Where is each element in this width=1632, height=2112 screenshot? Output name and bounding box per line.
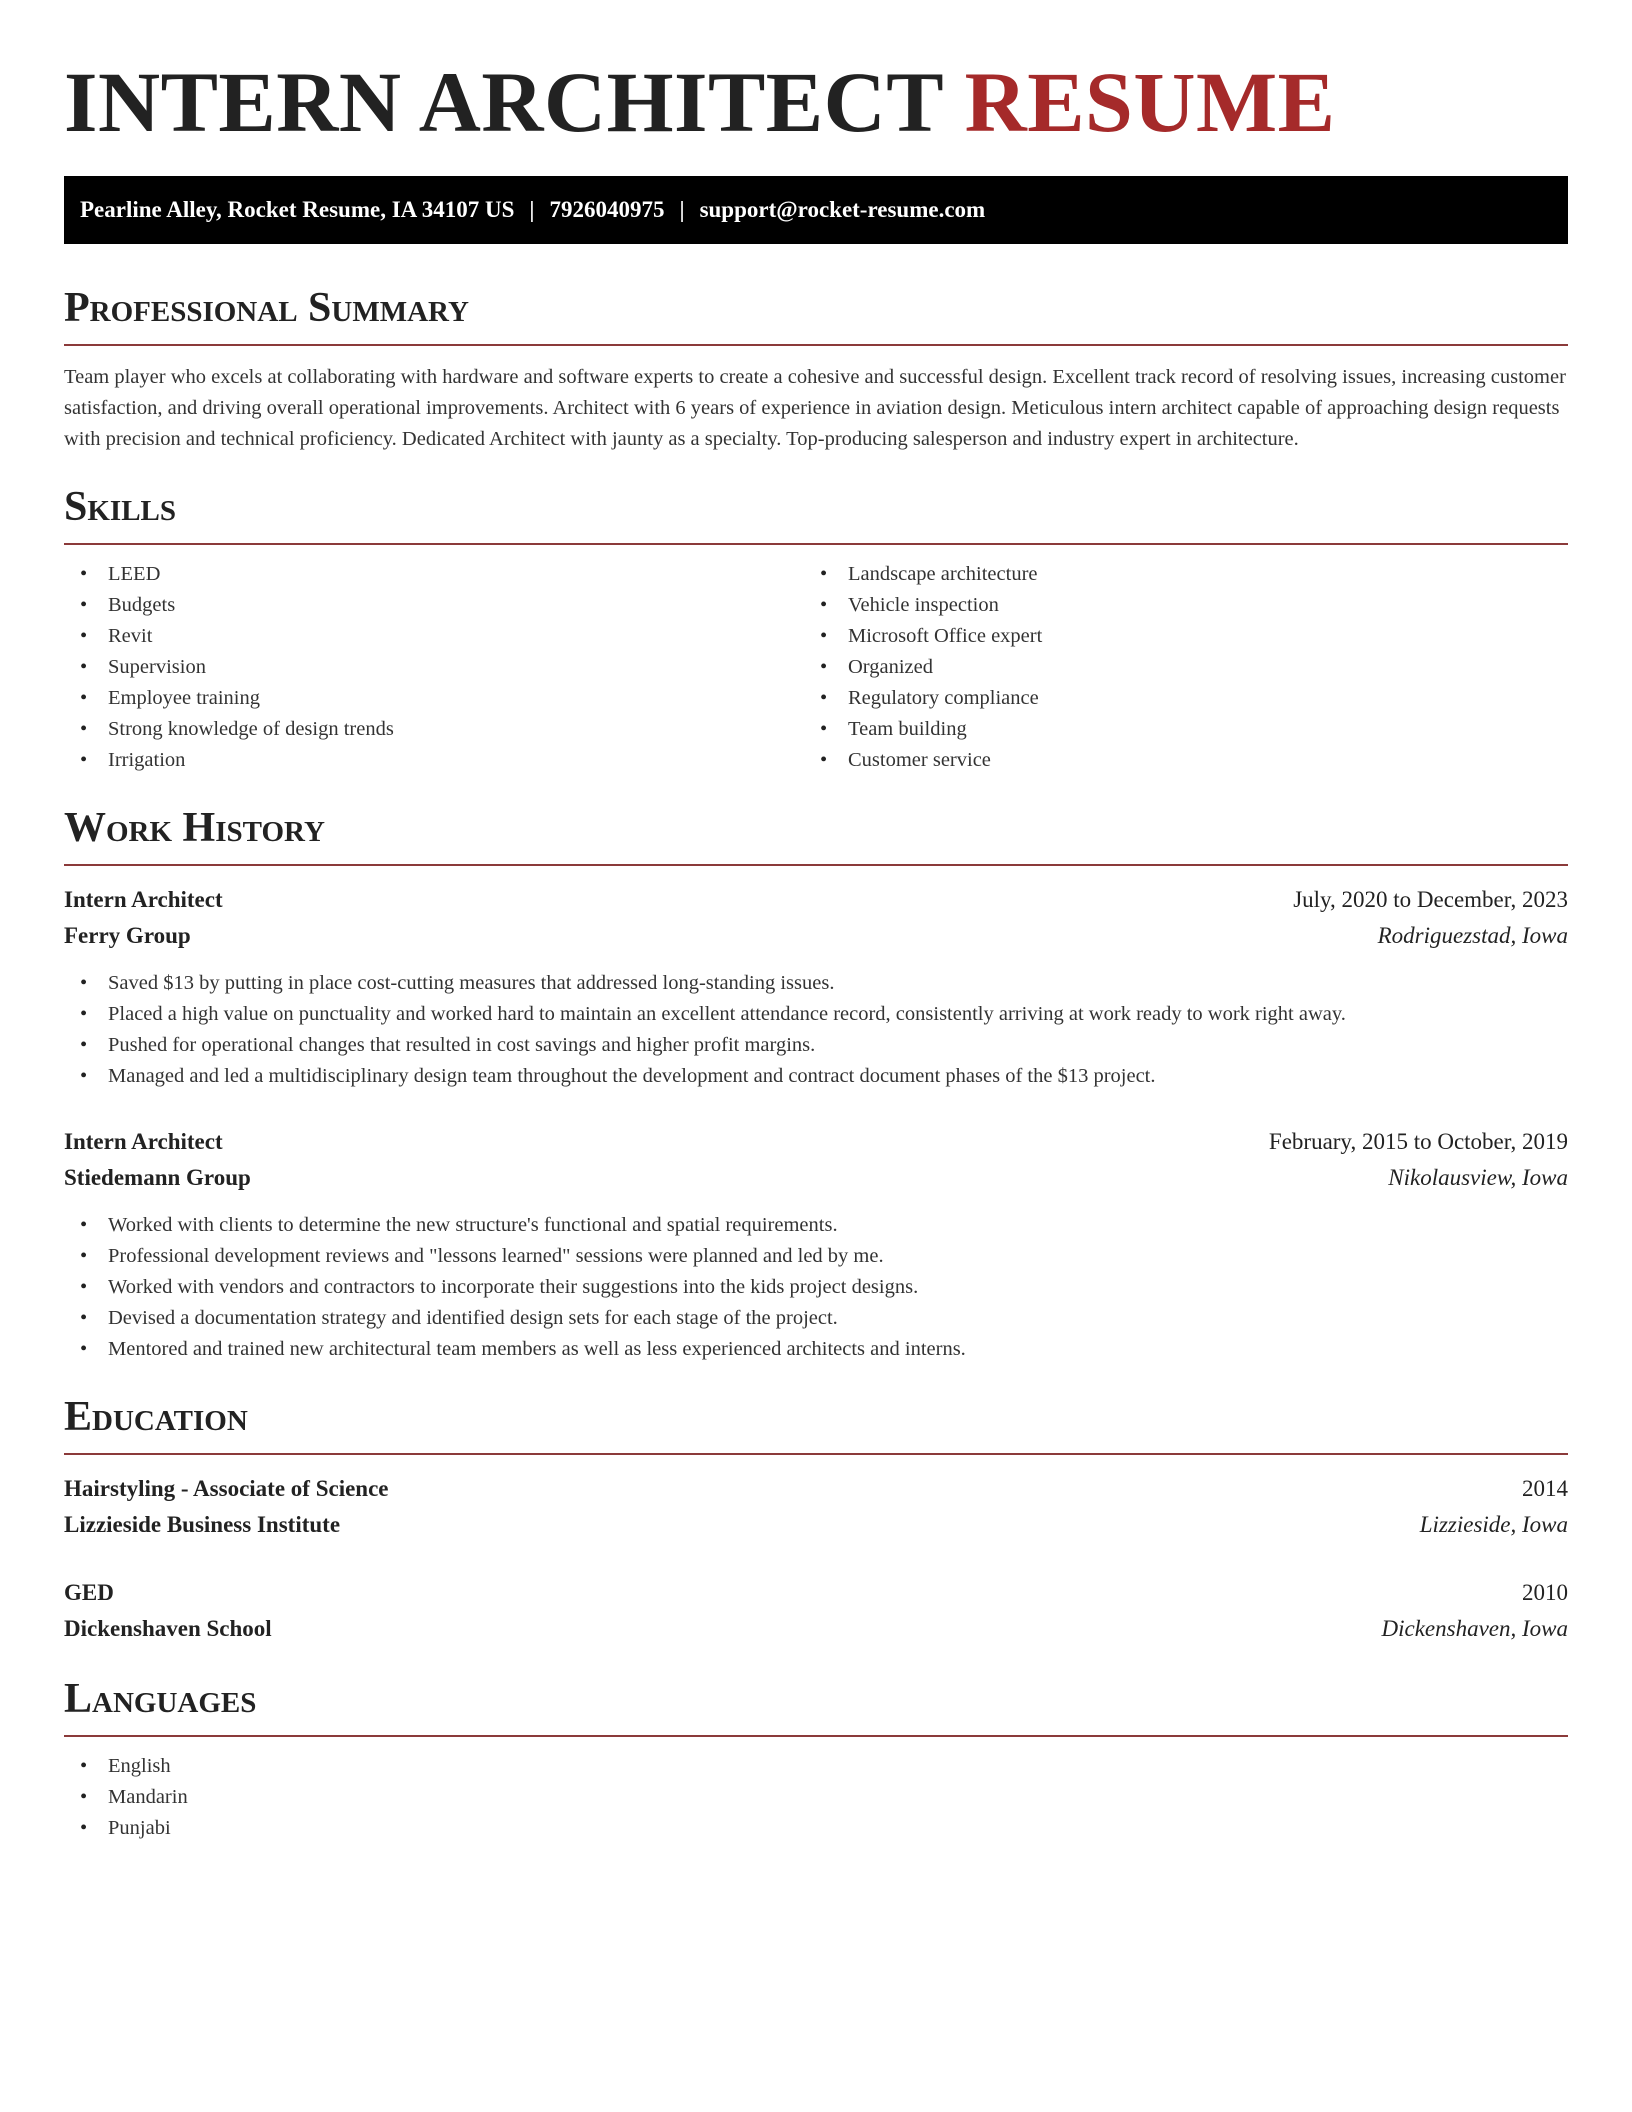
title-accent: RESUME <box>964 54 1336 150</box>
job-dates: July, 2020 to December, 2023 <box>1293 887 1568 912</box>
job-title: Intern Architect <box>64 887 223 912</box>
education-school: Lizzieside Business Institute <box>64 1512 341 1537</box>
job-entry <box>64 1124 1568 1365</box>
skill-item: • Customer service <box>804 745 1544 776</box>
skills-section <box>64 481 1568 776</box>
skill-item: • Landscape architecture <box>804 559 1544 590</box>
summary-heading: Professional Summary <box>64 285 469 331</box>
education-location: Lizzieside, Iowa <box>1419 1512 1568 1537</box>
section-divider <box>64 543 1568 545</box>
job-bullet: • Pushed for operational changes that resulted in cost savings and higher profit margins. <box>64 1030 1568 1061</box>
job-header-row <box>64 882 1568 918</box>
resume-page <box>64 0 1568 1844</box>
education-section <box>64 1391 1568 1647</box>
skill-item: • Regulatory compliance <box>804 683 1544 714</box>
resume-title <box>64 0 1568 168</box>
skills-list-right <box>804 559 1544 776</box>
job-bullet: • Professional development reviews and "lessons learned" sessions were planned and led by me. <box>64 1241 1568 1272</box>
job-bullet: • Managed and led a multidisciplinary design team throughout the development and contract document phases of the $13 project. <box>64 1061 1568 1092</box>
work-history-section <box>64 802 1568 1365</box>
contact-bar <box>64 176 1568 244</box>
skills-list-left <box>64 559 804 776</box>
job-dates: February, 2015 to October, 2019 <box>1268 1129 1568 1154</box>
skill-item: • Vehicle inspection <box>804 590 1544 621</box>
education-heading: Education <box>64 1394 248 1440</box>
education-school-row <box>64 1611 1568 1647</box>
education-entry <box>64 1575 1568 1647</box>
job-company: Stiedemann Group <box>64 1165 251 1190</box>
education-school: Dickenshaven School <box>64 1616 272 1641</box>
skill-item: • LEED <box>64 559 804 590</box>
skill-item: • Irrigation <box>64 745 804 776</box>
job-bullet: • Worked with clients to determine the new structure's functional and spatial requirements. <box>64 1210 1568 1241</box>
contact-separator: | <box>529 197 535 222</box>
job-bullet: • Saved $13 by putting in place cost-cutting measures that addressed long-standing issues. <box>64 968 1568 999</box>
languages-section <box>64 1673 1568 1844</box>
skill-item: • Supervision <box>64 652 804 683</box>
job-header-row <box>64 1124 1568 1160</box>
section-divider <box>64 1735 1568 1737</box>
job-bullet: • Mentored and trained new architectural team members as well as less experienced architects and interns. <box>64 1334 1568 1365</box>
skills-grid <box>64 559 1568 776</box>
education-degree-row <box>64 1471 1568 1507</box>
job-company: Ferry Group <box>64 923 191 948</box>
education-location: Dickenshaven, Iowa <box>1381 1616 1568 1641</box>
summary-section <box>64 282 1568 455</box>
skills-heading: Skills <box>64 484 177 530</box>
job-location: Rodriguezstad, Iowa <box>1377 923 1568 948</box>
language-item: • Mandarin <box>64 1782 1568 1813</box>
job-company-row <box>64 1160 1568 1196</box>
section-divider <box>64 864 1568 866</box>
education-degree-row <box>64 1575 1568 1611</box>
job-entry <box>64 882 1568 1092</box>
education-year: 2014 <box>1522 1476 1568 1501</box>
contact-address: Pearline Alley, Rocket Resume, IA 34107 US <box>80 197 515 222</box>
contact-separator: | <box>679 197 685 222</box>
language-item: • English <box>64 1751 1568 1782</box>
job-bullets <box>64 968 1568 1092</box>
title-main: INTERN ARCHITECT <box>64 54 943 150</box>
contact-email: support@rocket-resume.com <box>699 197 986 222</box>
language-item: • Punjabi <box>64 1813 1568 1844</box>
skill-item: • Microsoft Office expert <box>804 621 1544 652</box>
job-company-row <box>64 918 1568 954</box>
job-bullet: • Placed a high value on punctuality and worked hard to maintain an excellent attendance record, consistently arriving at work ready to work right away. <box>64 999 1568 1030</box>
section-divider <box>64 1453 1568 1455</box>
job-bullet: • Devised a documentation strategy and identified design sets for each stage of the project. <box>64 1303 1568 1334</box>
education-entry <box>64 1471 1568 1543</box>
education-degree: Hairstyling - Associate of Science <box>64 1476 389 1501</box>
skill-item: • Budgets <box>64 590 804 621</box>
job-title: Intern Architect <box>64 1129 223 1154</box>
education-school-row <box>64 1507 1568 1543</box>
languages-list <box>64 1751 1568 1844</box>
section-divider <box>64 344 1568 346</box>
job-bullet: • Worked with vendors and contractors to incorporate their suggestions into the kids project designs. <box>64 1272 1568 1303</box>
job-bullets <box>64 1210 1568 1365</box>
skill-item: • Team building <box>804 714 1544 745</box>
work-history-heading: Work History <box>64 805 325 851</box>
languages-heading: Languages <box>64 1676 257 1722</box>
summary-text: Team player who excels at collaborating with hardware and software experts to create a cohesive and successful design. Excellent track record of resolving issues, increasing customer satisfaction, and driving overall operational improvements. Architect with 6 years of experience in aviation design. Meticulous intern architect capable of approaching design requests with precision and technical proficiency. Dedicated Architect with jaunty as a specialty. Top-producing salesperson and industry expert in architecture. <box>64 366 1566 450</box>
education-year: 2010 <box>1522 1580 1568 1605</box>
skill-item: • Strong knowledge of design trends <box>64 714 804 745</box>
skill-item: • Employee training <box>64 683 804 714</box>
education-degree: GED <box>64 1580 114 1605</box>
contact-phone: 7926040975 <box>549 197 665 222</box>
job-location: Nikolausview, Iowa <box>1388 1165 1568 1190</box>
skill-item: • Organized <box>804 652 1544 683</box>
skill-item: • Revit <box>64 621 804 652</box>
